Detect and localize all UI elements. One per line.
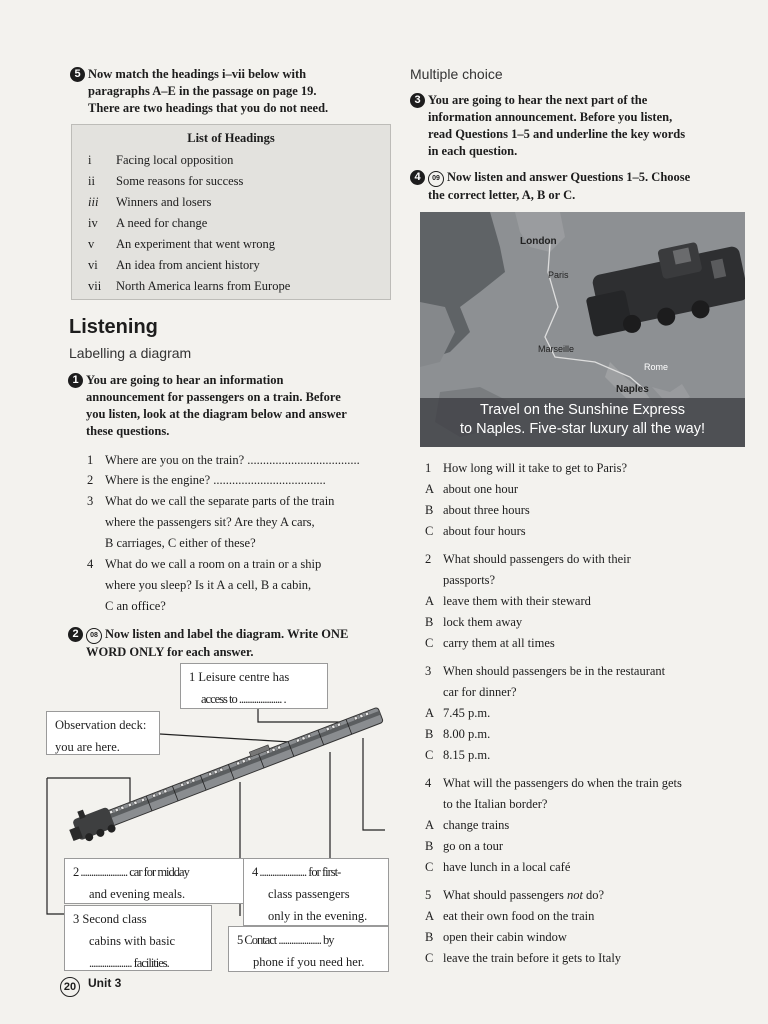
mc-option: C about four hours bbox=[425, 524, 526, 538]
mc-option: A eat their own food on the train bbox=[425, 909, 595, 923]
question-number-badge: 2 bbox=[68, 627, 83, 642]
question-number-badge: 4 bbox=[410, 170, 425, 185]
question-number-badge: 5 bbox=[70, 67, 85, 82]
mc-question: 4 What will the passengers do when the train gets bbox=[425, 776, 682, 790]
diagram-label-1: 1 Leisure centre has access to .................... . bbox=[180, 663, 328, 709]
headings-box-title: List of Headings bbox=[187, 131, 275, 145]
mc-question-cont: car for dinner? bbox=[443, 685, 517, 699]
prep-question: 2 Where is the engine? .................................... bbox=[87, 473, 326, 487]
prep-question: 1 Where are you on the train? .................................... bbox=[87, 453, 360, 467]
map-city-rome: Rome bbox=[644, 362, 669, 372]
page-number: 20 bbox=[60, 977, 80, 997]
mc-option: B lock them away bbox=[425, 615, 523, 629]
diagram-label-2: 2 ...................... car for midday and evening meals. bbox=[64, 858, 244, 904]
audio-track-icon: 08 bbox=[86, 628, 102, 644]
mc-question: 1 How long will it take to get to Paris? bbox=[425, 461, 628, 475]
map-city-london: London bbox=[520, 236, 557, 247]
mc-option: C 8.15 p.m. bbox=[425, 748, 491, 762]
mc-question: 3 When should passengers be in the restaurant bbox=[425, 664, 666, 678]
mc-q4-instruction: 4 09 Now listen and answer Questions 1–5. Choose the correct letter, A, B or C. bbox=[410, 169, 740, 204]
listening-q2-instruction: 2 08 Now listen and label the diagram. Write ONE WORD ONLY for each answer. bbox=[68, 626, 398, 661]
mc-option: A leave them with their steward bbox=[425, 594, 591, 608]
prep-question-cont: B carriages, C either of these? bbox=[105, 536, 256, 550]
prep-question: 4 What do we call a room on a train or a ship bbox=[87, 557, 322, 571]
prep-question: 3 What do we call the separate parts of the train bbox=[87, 494, 335, 508]
audio-track-icon: 09 bbox=[428, 171, 444, 187]
page-footer bbox=[60, 976, 121, 996]
mc-option: B go on a tour bbox=[425, 839, 504, 853]
prep-question-cont: where you sleep? Is it A a cell, B a cabin, bbox=[105, 578, 312, 592]
diagram-label-4: 4 ...................... for first- class passengers only in the evening. bbox=[243, 858, 389, 926]
mc-option: B open their cabin window bbox=[425, 930, 567, 944]
diagram-label-observation-deck: Observation deck: you are here. bbox=[46, 711, 160, 755]
sunshine-express-map bbox=[420, 212, 745, 447]
mc-q3-instruction: 3 You are going to hear the next part of the information announcement. Before you listen, read Questions 1–5 and underline the key words in each question. bbox=[410, 92, 740, 160]
multiple-choice-title: Multiple choice bbox=[410, 66, 503, 82]
listening-section-title: Listening bbox=[69, 316, 158, 338]
prep-question-cont: where the passengers sit? Are they A cars, bbox=[105, 515, 315, 529]
mc-question-cont: passports? bbox=[443, 573, 496, 587]
mc-option: C have lunch in a local café bbox=[425, 860, 571, 874]
mc-question: 2 What should passengers do with their bbox=[425, 552, 631, 566]
mc-option: A about one hour bbox=[425, 482, 518, 496]
mc-question: 5 What should passengers not do? bbox=[425, 888, 605, 902]
mc-option: A change trains bbox=[425, 818, 510, 832]
mc-option: C leave the train before it gets to Italy bbox=[425, 951, 622, 965]
mc-option: A 7.45 p.m. bbox=[425, 706, 491, 720]
diagram-label-3: 3 Second class cabins with basic .................... facilities. bbox=[64, 905, 212, 971]
diagram-label-5: 5 Contact .................... by phone if you need her. bbox=[228, 926, 389, 972]
mc-option: C carry them at all times bbox=[425, 636, 555, 650]
listening-q1-instruction: 1 You are going to hear an information announcement for passengers on a train. Before you listen, look at the diagram below and answer these questions. bbox=[68, 372, 398, 440]
question-number-badge: 1 bbox=[68, 373, 83, 388]
prep-question-cont: C an office? bbox=[105, 599, 166, 613]
map-city-paris: Paris bbox=[548, 270, 569, 280]
match-headings-instruction: 5 Now match the headings i–vii below with paragraphs A–E in the passage on page 19. There are two headings that you do not need. bbox=[70, 66, 390, 117]
mc-question-cont: to the Italian border? bbox=[443, 797, 548, 811]
map-banner: Travel on the Sunshine Express to Naples. Five-star luxury all the way! bbox=[420, 398, 745, 447]
unit-label: Unit 3 bbox=[88, 976, 122, 990]
mc-option: B about three hours bbox=[425, 503, 530, 517]
list-of-headings-box: List of Headings i Facing local opposition ii Some reasons for success iii Winners and losers iv A need for change v An experiment that went wrong vi An idea from ancient history vii North America learns from Europe bbox=[71, 124, 391, 300]
question-number-badge: 3 bbox=[410, 93, 425, 108]
listening-subtitle: Labelling a diagram bbox=[69, 345, 192, 361]
map-city-naples: Naples bbox=[616, 384, 649, 395]
map-city-marseille: Marseille bbox=[538, 344, 575, 354]
mc-option: B 8.00 p.m. bbox=[425, 727, 491, 741]
